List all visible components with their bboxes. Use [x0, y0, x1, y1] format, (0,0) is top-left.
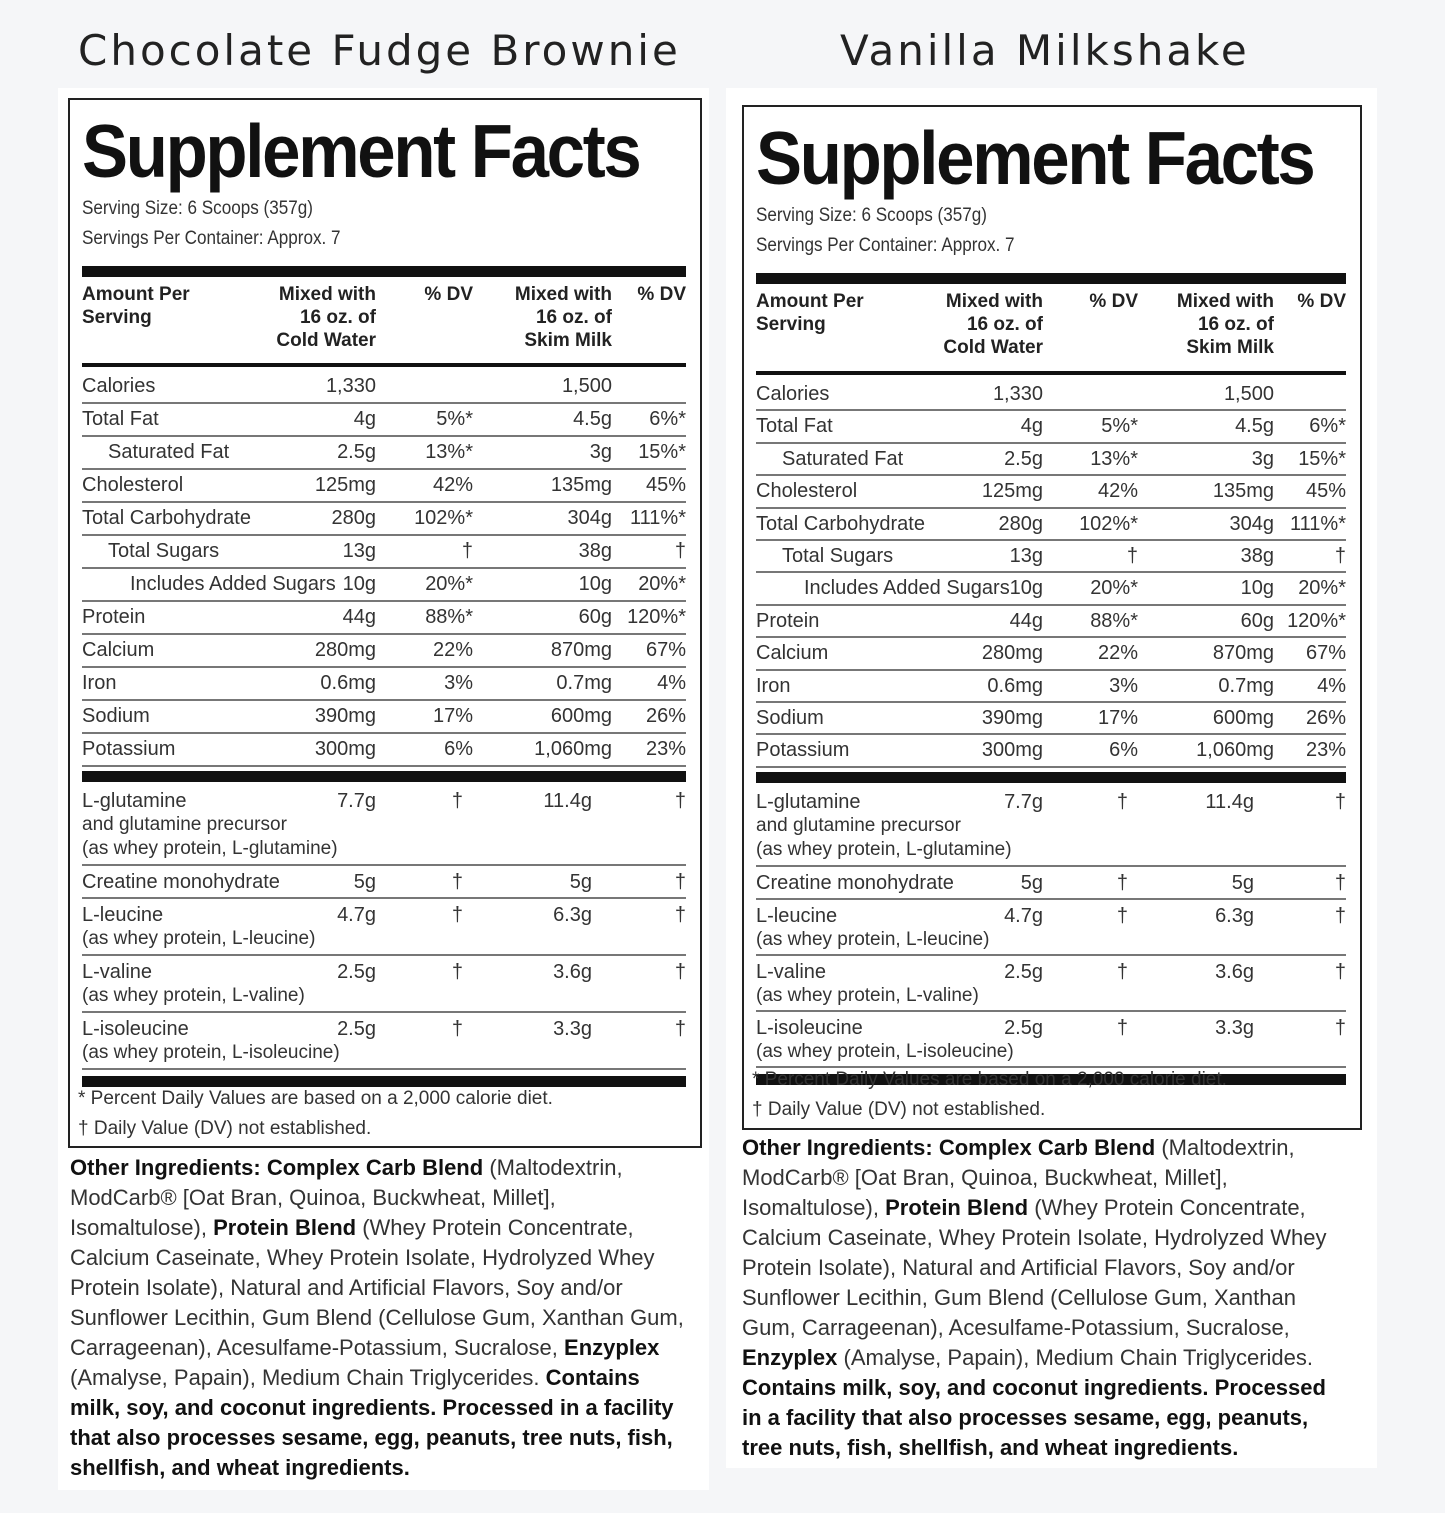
supplement-facts-title: Supplement Facts: [82, 109, 640, 193]
nutrient-name: Sodium: [82, 705, 150, 727]
amino-name: L-valine: [756, 960, 827, 983]
nutrient-name: Total Carbohydrate: [82, 507, 251, 529]
amino-milk-dv: †: [1334, 790, 1346, 813]
nutrient-milk-dv: 20%*: [638, 573, 686, 595]
nutrient-milk-amount: 38g: [1240, 545, 1274, 567]
nutrient-water-amount: 44g: [1009, 609, 1043, 632]
other-ingredients: [70, 1153, 686, 1483]
nutrient-water-amount: 4g: [353, 408, 376, 430]
nutrient-water-amount: 10g: [1009, 577, 1043, 600]
nutrient-milk-dv: 45%: [645, 474, 686, 496]
amino-milk-dv: †: [674, 1018, 686, 1040]
header-line: Cold Water: [276, 330, 376, 351]
amino-milk-amount: 3.3g: [1215, 1016, 1254, 1039]
amino-source: (as whey protein, L-valine): [756, 984, 979, 1006]
flavor-title-left: Chocolate Fudge Brownie: [78, 26, 681, 75]
amino-water-dv: †: [451, 790, 463, 812]
flavor-title-right: Vanilla Milkshake: [840, 26, 1250, 75]
header-cold-water: [943, 290, 1043, 359]
header-line: 16 oz. of: [966, 314, 1043, 335]
header-skim-milk: [515, 283, 612, 352]
carb-blend-label: Complex Carb Blend: [938, 1135, 1156, 1160]
nutrient-name: Calories: [82, 375, 156, 397]
nutrient-milk-dv: 67%: [1305, 642, 1346, 665]
footnote-daily-values: * Percent Daily Values are based on a 2,000 calorie diet.: [752, 1069, 1227, 1090]
amino-source: and glutamine precursor: [82, 814, 287, 835]
amino-milk-amount: 3.3g: [553, 1018, 592, 1040]
nutrient-milk-amount: 0.7mg: [1218, 674, 1274, 697]
nutrient-name: Cholesterol: [756, 480, 858, 503]
amino-milk-amount: 3.6g: [1215, 960, 1254, 983]
amino-water-dv: †: [1116, 871, 1128, 894]
nutrient-milk-dv: 15%*: [1298, 447, 1346, 470]
amino-name: L-glutamine: [82, 790, 187, 812]
enzyplex-label: Enzyplex: [564, 1335, 660, 1360]
nutrient-water-dv: 42%: [1097, 480, 1138, 503]
enzyplex-text: (Amalyse, Papain), Medium Chain Triglycerides.: [843, 1345, 1314, 1370]
thick-divider: [756, 772, 1346, 783]
amino-water-dv: †: [1116, 960, 1128, 983]
nutrient-milk-dv: 6%*: [1309, 415, 1346, 438]
nutrient-milk-dv: 45%: [1305, 480, 1346, 503]
nutrient-water-dv: 20%*: [425, 573, 473, 595]
protein-blend-label: Protein Blend: [213, 1215, 357, 1240]
amino-water-dv: †: [451, 871, 463, 893]
amino-source: (as whey protein, L-glutamine): [82, 838, 338, 859]
nutrient-water-dv: 5%*: [436, 408, 473, 430]
header-line: Amount Per: [82, 284, 190, 305]
nutrient-milk-amount: 135mg: [550, 474, 612, 496]
nutrient-water-amount: 125mg: [314, 474, 376, 496]
nutrient-water-dv: 13%*: [1090, 447, 1138, 470]
nutrient-water-dv: †: [1126, 545, 1138, 567]
label-panel-right: [726, 88, 1377, 1468]
protein-blend-text: (Whey Protein Concentrate, Calcium Caseinate, Whey Protein Isolate, Hydrolyzed Whey Protein Isolate), Natural and Artificial Flavors, Soy and/or Sunflower Lecithin, Gum Blend (Cellulose Gum, Xanthan Gum, Carrageenan), Acesulfame-Potassium, Sucralose,: [70, 1215, 684, 1360]
nutrient-milk-dv: 111%*: [1290, 512, 1346, 535]
header-line: Amount Per: [756, 291, 864, 312]
nutrient-milk-amount: 135mg: [1212, 480, 1274, 503]
thick-divider: [82, 771, 686, 782]
footnote-dv-not-established: † Daily Value (DV) not established.: [752, 1099, 1046, 1120]
nutrient-name: Protein: [756, 609, 820, 632]
header-dv-milk: % DV: [637, 284, 686, 305]
nutrient-name: Calcium: [82, 639, 155, 661]
nutrient-water-amount: 4g: [1020, 415, 1043, 438]
nutrient-milk-dv: 23%: [1305, 739, 1346, 762]
amino-milk-dv: †: [1334, 871, 1346, 894]
nutrient-water-dv: 17%: [432, 705, 473, 727]
nutrient-water-amount: 280mg: [981, 642, 1043, 665]
nutrient-water-amount: 390mg: [314, 705, 376, 727]
amino-milk-dv: †: [674, 961, 686, 983]
nutrient-water-dv: 3%: [444, 672, 473, 694]
header-line: Mixed with: [278, 284, 376, 305]
amino-name: Creatine monohydrate: [82, 871, 280, 893]
header-cold-water: [276, 283, 376, 352]
nutrient-milk-dv: †: [1334, 545, 1346, 567]
amino-milk-amount: 3.6g: [553, 961, 592, 983]
header-line: Serving: [82, 307, 152, 328]
amino-water-amount: 5g: [1020, 871, 1043, 894]
amino-milk-dv: †: [674, 904, 686, 926]
amino-milk-dv: †: [674, 871, 686, 893]
header-divider: [756, 371, 1346, 375]
amino-water-amount: 2.5g: [1004, 1016, 1043, 1039]
amino-water-amount: 4.7g: [337, 904, 376, 926]
amino-source: (as whey protein, L-isoleucine): [756, 1040, 1014, 1062]
nutrient-milk-amount: 10g: [578, 573, 612, 595]
header-line: Mixed with: [945, 291, 1043, 312]
header-line: Skim Milk: [524, 330, 612, 351]
nutrient-milk-amount: 38g: [578, 540, 612, 562]
nutrient-name: Iron: [82, 672, 117, 694]
nutrient-milk-dv: 6%*: [649, 408, 686, 430]
enzyplex-label: Enzyplex: [742, 1345, 838, 1370]
nutrient-milk-amount: 3g: [1251, 447, 1274, 470]
nutrient-name: Total Fat: [82, 408, 159, 430]
amino-name: L-leucine: [82, 904, 164, 926]
nutrient-water-amount: 1,330: [325, 375, 376, 397]
nutrient-milk-dv: 4%: [657, 672, 686, 694]
carb-blend-text: (Maltodextrin, ModCarb® [Oat Bran, Quinoa, Buckwheat, Millet], Isomaltulose),: [742, 1135, 1295, 1220]
nutrient-water-amount: 1,330: [992, 383, 1043, 405]
nutrient-name: Includes Added Sugars: [130, 573, 336, 595]
header-line: Cold Water: [943, 337, 1043, 358]
header-dv-water: % DV: [1089, 291, 1138, 312]
nutrient-milk-amount: 60g: [1240, 609, 1274, 632]
nutrient-water-dv: 20%*: [1090, 577, 1138, 600]
nutrient-milk-dv: 20%*: [1298, 577, 1346, 600]
nutrient-water-amount: 2.5g: [1004, 447, 1043, 470]
amino-water-amount: 2.5g: [1004, 960, 1043, 983]
servings-per-container: Servings Per Container: Approx. 7: [82, 228, 341, 249]
nutrient-milk-amount: 1,500: [1223, 383, 1274, 405]
header-skim-milk: [1177, 290, 1274, 359]
nutrient-name: Total Sugars: [782, 545, 894, 567]
header-line: Mixed with: [1176, 291, 1274, 312]
amino-water-dv: †: [451, 1018, 463, 1040]
nutrient-water-amount: 300mg: [314, 738, 376, 760]
other-ingredients-label: Other Ingredients:: [70, 1155, 261, 1180]
nutrient-milk-dv: 120%*: [1287, 609, 1346, 632]
supplement-facts-title: Supplement Facts: [756, 116, 1314, 200]
nutrient-name: Sodium: [756, 707, 824, 729]
amino-milk-amount: 6.3g: [553, 904, 592, 926]
carb-blend-text: (Maltodextrin, ModCarb® [Oat Bran, Quinoa, Buckwheat, Millet], Isomaltulose),: [70, 1155, 623, 1240]
supplement-facts-box: [742, 105, 1362, 1130]
amino-water-amount: 2.5g: [337, 1018, 376, 1040]
amino-milk-dv: †: [1334, 904, 1346, 927]
nutrient-milk-amount: 1,060mg: [1196, 739, 1274, 762]
amino-milk-amount: 5g: [569, 871, 592, 893]
amino-water-amount: 2.5g: [337, 961, 376, 983]
nutrient-water-dv: 102%*: [1079, 512, 1138, 535]
nutrient-water-amount: 390mg: [981, 707, 1043, 729]
nutrient-name: Iron: [756, 674, 791, 697]
allergen-statement: Contains milk, soy, and coconut ingredients. Processed in a facility that also processes sesame, egg, peanuts, tree nuts, fish, shellfish, and wheat ingredients.: [70, 1365, 674, 1480]
amino-water-amount: 4.7g: [1004, 904, 1043, 927]
nutrient-water-dv: 6%: [444, 738, 473, 760]
amino-water-dv: †: [451, 961, 463, 983]
nutrient-water-dv: †: [461, 540, 473, 562]
nutrient-milk-dv: 120%*: [627, 606, 686, 628]
nutrient-name: Total Carbohydrate: [756, 512, 925, 535]
amino-water-amount: 7.7g: [337, 790, 376, 812]
nutrient-water-amount: 0.6mg: [320, 672, 376, 694]
label-panel-left: [58, 88, 709, 1490]
amino-water-dv: †: [1116, 1016, 1128, 1039]
nutrient-name: Cholesterol: [82, 474, 184, 496]
nutrient-water-dv: 6%: [1109, 739, 1138, 762]
amino-milk-amount: 6.3g: [1215, 904, 1254, 927]
amino-water-dv: †: [1116, 904, 1128, 927]
nutrient-water-dv: 42%: [432, 474, 473, 496]
nutrient-milk-amount: 304g: [567, 507, 612, 529]
nutrient-water-dv: 13%*: [425, 441, 473, 463]
nutrient-milk-amount: 600mg: [1212, 707, 1274, 729]
nutrient-name: Protein: [82, 606, 146, 628]
amino-name: L-valine: [82, 961, 153, 983]
nutrient-water-dv: 3%: [1109, 674, 1138, 697]
nutrient-water-amount: 2.5g: [337, 441, 376, 463]
amino-milk-amount: 5g: [1231, 871, 1254, 894]
amino-milk-amount: 11.4g: [543, 790, 592, 812]
amino-name: L-isoleucine: [756, 1016, 863, 1039]
amino-water-amount: 7.7g: [1004, 790, 1043, 813]
header-dv-milk: % DV: [1297, 291, 1346, 312]
nutrient-milk-amount: 1,500: [561, 375, 612, 397]
nutrient-name: Total Fat: [756, 415, 833, 438]
amino-source: (as whey protein, L-glutamine): [756, 838, 1012, 860]
nutrient-milk-dv: 26%: [645, 705, 686, 727]
nutrient-name: Includes Added Sugars: [804, 577, 1010, 600]
nutrient-milk-amount: 304g: [1229, 512, 1274, 535]
thick-divider: [756, 273, 1346, 284]
nutrient-milk-amount: 60g: [578, 606, 612, 628]
nutrient-water-amount: 10g: [342, 573, 376, 595]
nutrient-water-amount: 300mg: [981, 739, 1043, 762]
nutrient-milk-amount: 0.7mg: [556, 672, 612, 694]
nutrient-water-amount: 280mg: [314, 639, 376, 661]
amino-water-dv: †: [451, 904, 463, 926]
carb-blend-label: Complex Carb Blend: [266, 1155, 484, 1180]
amino-milk-dv: †: [674, 790, 686, 812]
header-divider: [82, 363, 686, 367]
nutrient-name: Potassium: [756, 739, 850, 762]
nutrient-milk-dv: 15%*: [638, 441, 686, 463]
amino-milk-dv: †: [1334, 960, 1346, 983]
nutrient-milk-amount: 1,060mg: [534, 738, 612, 760]
nutrient-milk-amount: 600mg: [550, 705, 612, 727]
nutrient-milk-dv: 67%: [645, 639, 686, 661]
amino-source: and glutamine precursor: [756, 814, 961, 836]
nutrient-water-amount: 44g: [342, 606, 376, 628]
nutrient-name: Potassium: [82, 738, 176, 760]
header-line: 16 oz. of: [535, 307, 612, 328]
nutrient-milk-amount: 10g: [1240, 577, 1274, 600]
servings-per-container: Servings Per Container: Approx. 7: [756, 235, 1015, 256]
amino-milk-dv: †: [1334, 1016, 1346, 1039]
header-line: Mixed with: [514, 284, 612, 305]
nutrient-water-amount: 280g: [331, 507, 376, 529]
nutrient-name: Saturated Fat: [782, 447, 904, 470]
nutrient-water-dv: 102%*: [414, 507, 473, 529]
nutrient-water-dv: 88%*: [1090, 609, 1138, 632]
amino-name: Creatine monohydrate: [756, 871, 954, 894]
serving-size: Serving Size: 6 Scoops (357g): [756, 205, 987, 226]
supplement-facts-box: [68, 98, 702, 1148]
nutrient-water-dv: 22%: [1097, 642, 1138, 665]
nutrient-name: Calcium: [756, 642, 829, 665]
nutrient-milk-dv: 23%: [645, 738, 686, 760]
protein-blend-label: Protein Blend: [885, 1195, 1029, 1220]
header-line: Skim Milk: [1186, 337, 1274, 358]
amino-source: (as whey protein, L-leucine): [756, 928, 990, 950]
amino-water-dv: †: [1116, 790, 1128, 813]
nutrient-water-amount: 13g: [1009, 545, 1043, 567]
nutrient-water-amount: 125mg: [981, 480, 1043, 503]
footnote-dv-not-established: † Daily Value (DV) not established.: [78, 1118, 372, 1139]
nutrient-water-dv: 88%*: [425, 606, 473, 628]
amino-water-amount: 5g: [353, 871, 376, 893]
protein-blend-text: (Whey Protein Concentrate, Calcium Caseinate, Whey Protein Isolate, Hydrolyzed Whey Protein Isolate), Natural and Artificial Flavors, Soy and/or Sunflower Lecithin, Gum Blend (Cellulose Gum, Xanthan Gum, Carrageenan), Acesulfame-Potassium, Sucralose,: [742, 1195, 1327, 1340]
nutrient-milk-amount: 3g: [589, 441, 612, 463]
amino-name: L-leucine: [756, 904, 838, 927]
amino-milk-amount: 11.4g: [1205, 790, 1254, 813]
nutrient-milk-amount: 4.5g: [1235, 415, 1274, 438]
thick-divider: [82, 1076, 686, 1087]
header-dv-water: % DV: [424, 284, 473, 305]
nutrient-water-amount: 13g: [342, 540, 376, 562]
amino-name: L-glutamine: [756, 790, 861, 813]
nutrient-name: Saturated Fat: [108, 441, 230, 463]
header-line: 16 oz. of: [1197, 314, 1274, 335]
amino-source: (as whey protein, L-isoleucine): [82, 1042, 340, 1063]
nutrient-milk-amount: 4.5g: [573, 408, 612, 430]
serving-size: Serving Size: 6 Scoops (357g): [82, 198, 313, 219]
header-line: 16 oz. of: [299, 307, 376, 328]
amino-source: (as whey protein, L-valine): [82, 985, 305, 1006]
header-line: Serving: [756, 314, 826, 335]
nutrient-milk-amount: 870mg: [1212, 642, 1274, 665]
nutrient-milk-dv: †: [674, 540, 686, 562]
amino-source: (as whey protein, L-leucine): [82, 928, 316, 949]
nutrient-name: Total Sugars: [108, 540, 220, 562]
other-ingredients-label: Other Ingredients:: [742, 1135, 933, 1160]
nutrient-name: Calories: [756, 383, 830, 405]
nutrient-water-amount: 0.6mg: [987, 674, 1043, 697]
nutrient-milk-dv: 4%: [1317, 674, 1346, 697]
nutrient-water-dv: 17%: [1097, 707, 1138, 729]
nutrient-milk-amount: 870mg: [550, 639, 612, 661]
nutrient-milk-dv: 111%*: [630, 507, 686, 529]
enzyplex-text: (Amalyse, Papain), Medium Chain Triglycerides.: [70, 1365, 540, 1390]
thick-divider: [82, 266, 686, 277]
header-amount-per-serving: [756, 290, 864, 336]
header-amount-per-serving: [82, 283, 190, 329]
nutrient-water-dv: 5%*: [1101, 415, 1138, 438]
nutrient-milk-dv: 26%: [1305, 707, 1346, 729]
nutrient-water-dv: 22%: [432, 639, 473, 661]
allergen-statement: Contains milk, soy, and coconut ingredients. Processed in a facility that also processes sesame, egg, peanuts, tree nuts, fish, shellfish, and wheat ingredients.: [742, 1375, 1326, 1460]
amino-name: L-isoleucine: [82, 1018, 189, 1040]
other-ingredients: [742, 1133, 1344, 1463]
nutrient-water-amount: 280g: [998, 512, 1043, 535]
footnote-daily-values: * Percent Daily Values are based on a 2,000 calorie diet.: [78, 1088, 553, 1109]
